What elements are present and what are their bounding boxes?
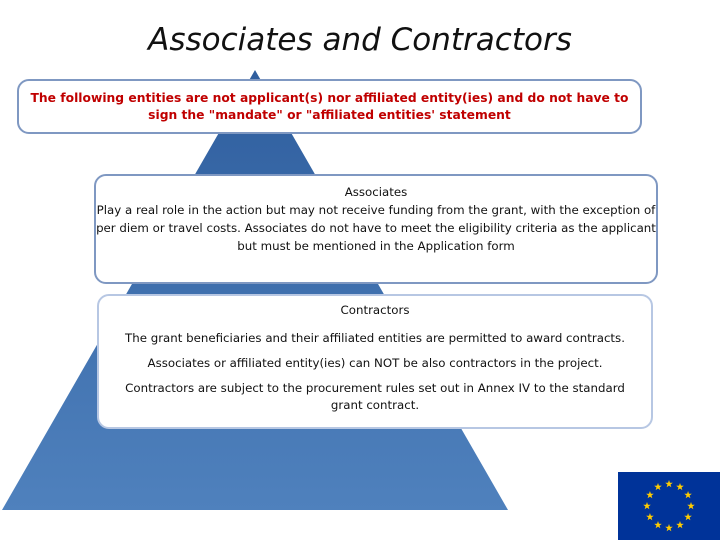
associates-text: Play a real role in the action but may not receive funding from the grant, with the exception of per diem or travel costs. Associates do not have to meet the eligibility criteria as the applicant but must be mentioned in the Application form xyxy=(96,203,656,253)
contractors-box xyxy=(97,294,653,429)
intro-text: The following entities are not applicant(s) nor affiliated entity(ies) and do not have to sign the "mandate" or "affiliated entities' statement xyxy=(30,91,629,122)
contractors-heading: Contractors xyxy=(340,303,410,317)
associates-box xyxy=(94,174,658,284)
contractors-paragraph: The grant beneficiaries and their affiliated entities are permitted to award contracts. xyxy=(125,331,625,345)
intro-box xyxy=(17,79,642,134)
contractors-paragraph: Contractors are subject to the procurement rules set out in Annex IV to the standard grant contract. xyxy=(125,381,625,412)
associates-heading: Associates xyxy=(344,185,408,199)
contractors-paragraph: Associates or affiliated entity(ies) can NOT be also contractors in the project. xyxy=(147,356,603,370)
eu-flag-icon xyxy=(618,472,720,540)
slide-title: Associates and Contractors xyxy=(148,22,572,58)
